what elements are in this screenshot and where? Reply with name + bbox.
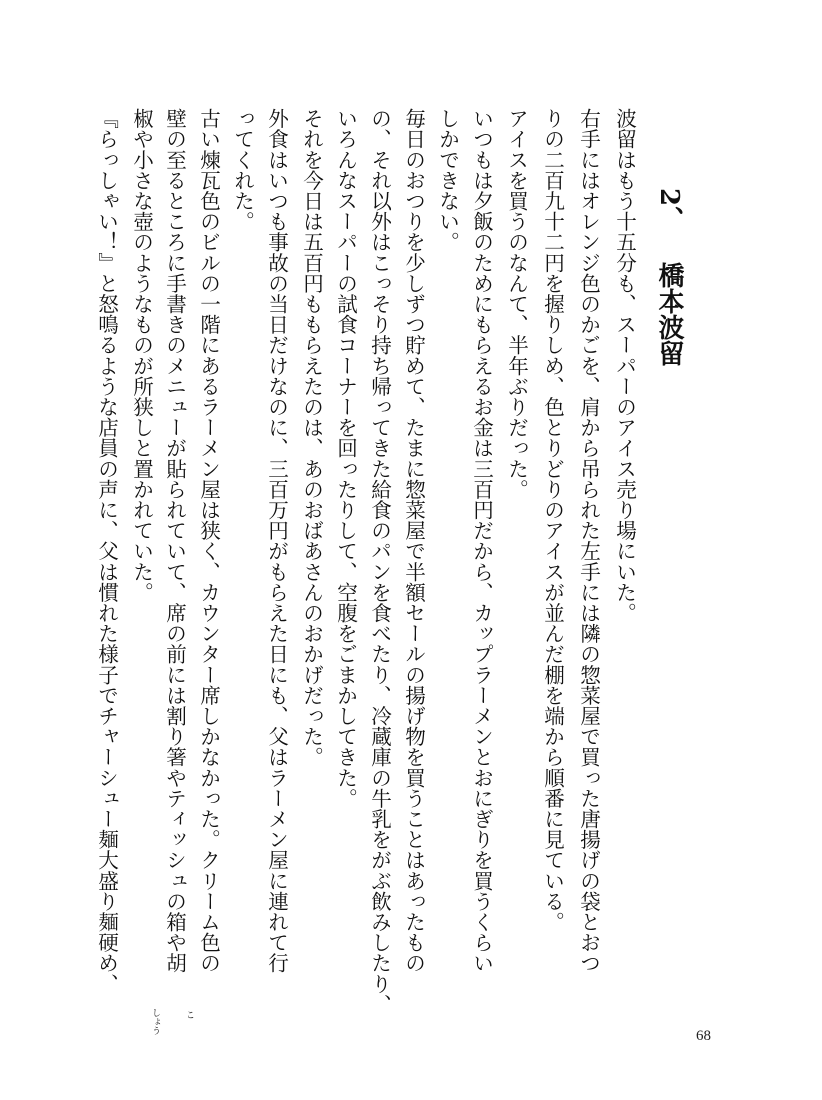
text-column-12: ってくれた。 [230,108,255,232]
text-column-10: それを今日は五百円ももらえたのは、あのおばあさんのおかげだった。 [299,108,324,768]
furigana-sho: しょう [150,1008,160,1035]
furigana-ko: こ [184,1010,194,1019]
text-column-16: 『らっしゃい！』と怒鳴るような店員の声に、父は慣れた様子でチャーシュー麺大盛り麺硬め、 [94,108,119,994]
chapter-title: 橋本波留 [654,262,684,366]
chapter-number: 2、 [654,188,684,233]
text-column-3: りの二百九十二円を握りしめ、色とりどりのアイスが並んだ棚を端から順番に見ている。 [540,108,565,932]
text-column-14: 壁の至るところに手書きのメニューが貼られていて、席の前には割り箸やティッシュの箱や胡 [162,108,187,974]
text-column-8: の、それ以外はこっそり持ち帰ってきた給食のパンを食べたり、冷蔵庫の牛乳をがぶ飲みしたり、 [367,108,392,1015]
text-column-11: 外食はいつも事故の当日だけなのに、三百万円がもらえた日にも、父はラーメン屋に連れて行 [264,108,289,974]
text-column-15: 椒や小さな壺のようなものが所狭しと置かれていた。 [129,108,154,603]
text-column-4: アイスを買うのなんて、半年ぶりだった。 [504,108,529,500]
text-column-1: 波留はもう十五分も、スーパーのアイス売り場にいた。 [612,108,637,623]
text-column-13: 古い煉瓦色のビルの一階にあるラーメン屋は狭く、カウンター席しかなかった。クリーム色の [196,108,221,974]
text-column-7: 毎日のおつりを少しずつ貯めて、たまに惣菜屋で半額セールの揚げ物を買うことはあったもの [401,108,426,974]
text-column-5: いつもは夕飯のためにもらえるお金は三百円だから、カップラーメンとおにぎりを買うくらい [469,108,494,974]
text-column-9: いろんなスーパーの試食コーナーを回ったりして、空腹をごまかしてきた。 [333,108,358,809]
text-column-6: しかできない。 [435,108,460,253]
page-number: 68 [696,1028,711,1044]
text-column-2: 右手にはオレンジ色のかごを、肩から吊られた左手には隣の惣菜屋で買った唐揚げの袋とおつ [576,108,601,974]
